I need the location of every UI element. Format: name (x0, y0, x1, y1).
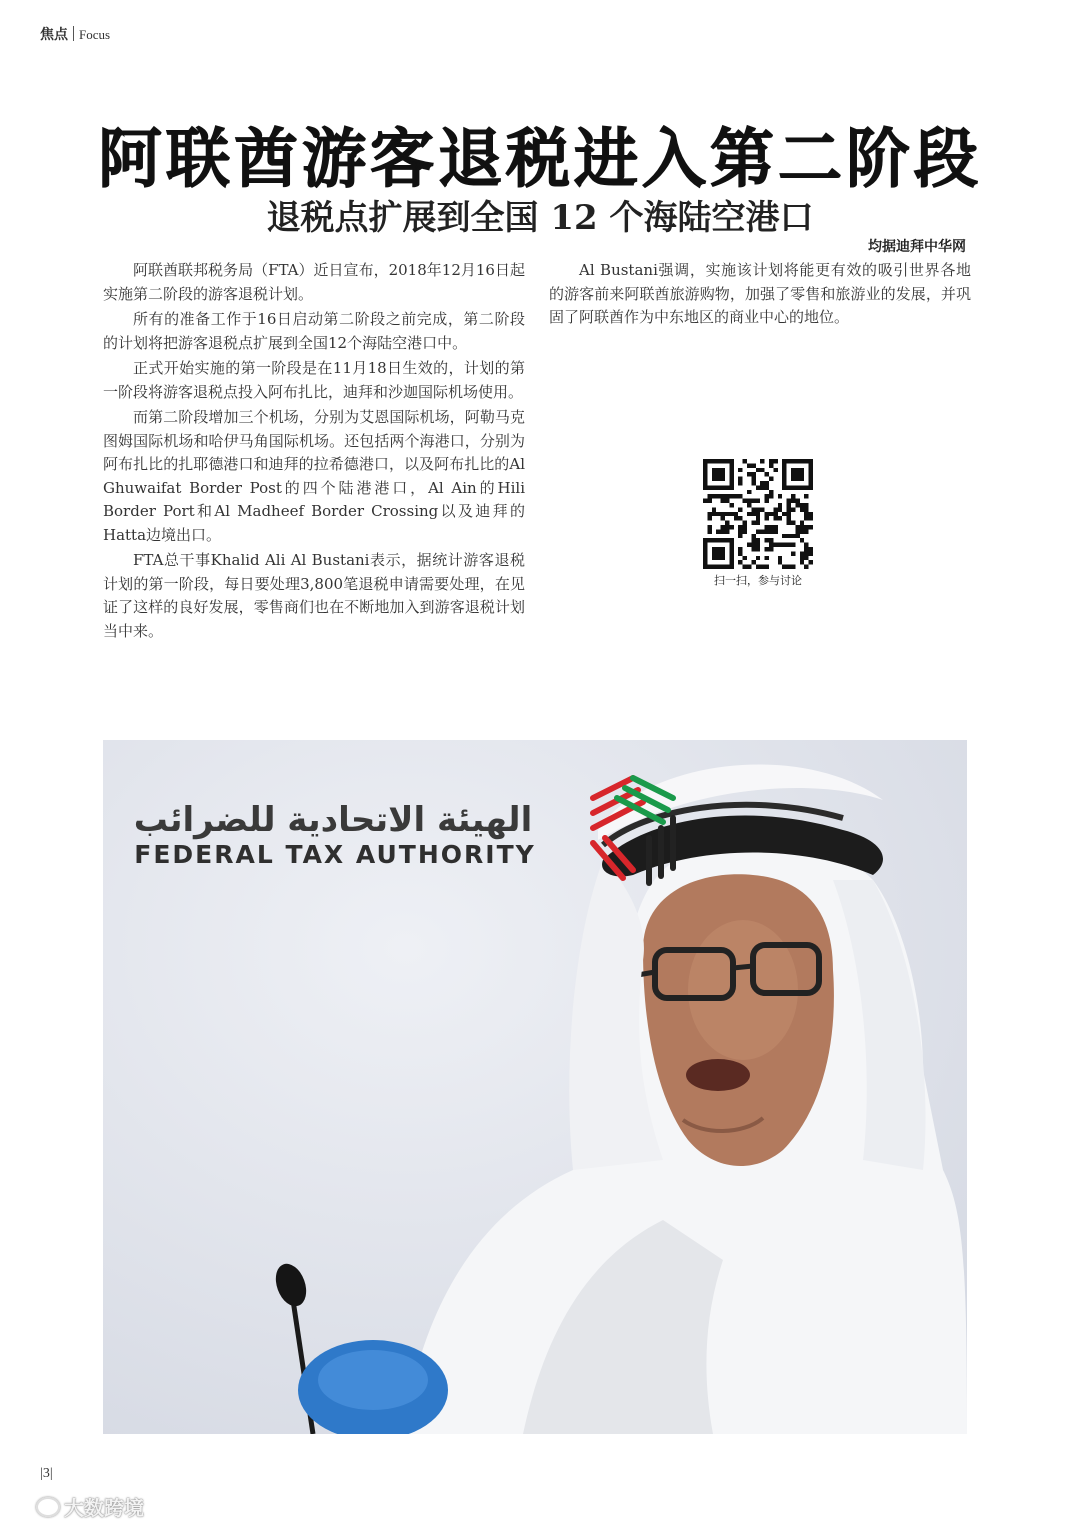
article-photo (103, 740, 967, 1434)
paragraph: 所有的准备工作于16日启动第二阶段之前完成，第二阶段的计划将把游客退税点扩展到全国12个海陆空港口中。 (103, 310, 525, 352)
watermark-logo-icon (36, 1497, 60, 1517)
section-label: 焦点 (40, 27, 68, 43)
qr-caption: 扫一扫，参与讨论 (714, 574, 802, 587)
header-divider (73, 26, 74, 41)
paragraph: 而第二阶段增加三个机场，分别为艾恩国际机场，阿勒马克图姆国际机场和哈伊马角国际机场。还包括两个海港口，分别为阿布扎比的扎耶德港口和迪拜的拉希德港口，以及阿布扎比的Al Ghuwaifat Border Post的四个陆港港口，Al Ain的Hili Border Port和Al Madheef Border Crossing以及迪拜的Hatta边境出口。 (103, 408, 525, 544)
right-column (549, 259, 971, 332)
qr-code[interactable] (703, 459, 813, 569)
paragraph: 阿联酋联邦税务局（FTA）近日宣布，2018年12月16日起实施第二阶段的游客退税计划。 (103, 261, 525, 303)
left-column (103, 259, 525, 645)
paragraph: FTA总干事Khalid Ali Al Bustani表示，据统计游客退税计划的第一阶段，每日要处理3,800笔退税申请需要处理，在见证了这样的良好发展，零售商们也在不断地加入到游客退税计划当中来。 (103, 551, 525, 640)
article-subtitle: 退税点扩展到全国 12 个海陆空港口 (266, 198, 814, 238)
fta-english-label: FEDERAL TAX AUTHORITY (134, 840, 536, 869)
paragraph: Al Bustani强调，实施该计划将能更有效的吸引世界各地的游客前来阿联酋旅游购物，加强了零售和旅游业的发展，并巩固了阿联酋作为中东地区的商业中心的地位。 (549, 261, 971, 326)
watermark: 大数跨境 (36, 1492, 144, 1521)
article-source: 均据迪拜中华网 (868, 239, 966, 255)
paragraph: 正式开始实施的第一阶段是在11月18日生效的，计划的第一阶段将游客退税点投入阿布扎比，迪拜和沙迦国际机场使用。 (103, 359, 525, 401)
section-header (40, 24, 110, 44)
mouth (686, 1059, 750, 1091)
article-title: 阿联酋游客退税进入第二阶段 (98, 123, 982, 197)
page-number: |3| (40, 1466, 53, 1481)
fta-logo-icon (563, 758, 703, 898)
section-label-en: Focus (79, 27, 111, 42)
fta-arabic-label: الهيئة الاتحادية للضرائب (133, 800, 533, 840)
